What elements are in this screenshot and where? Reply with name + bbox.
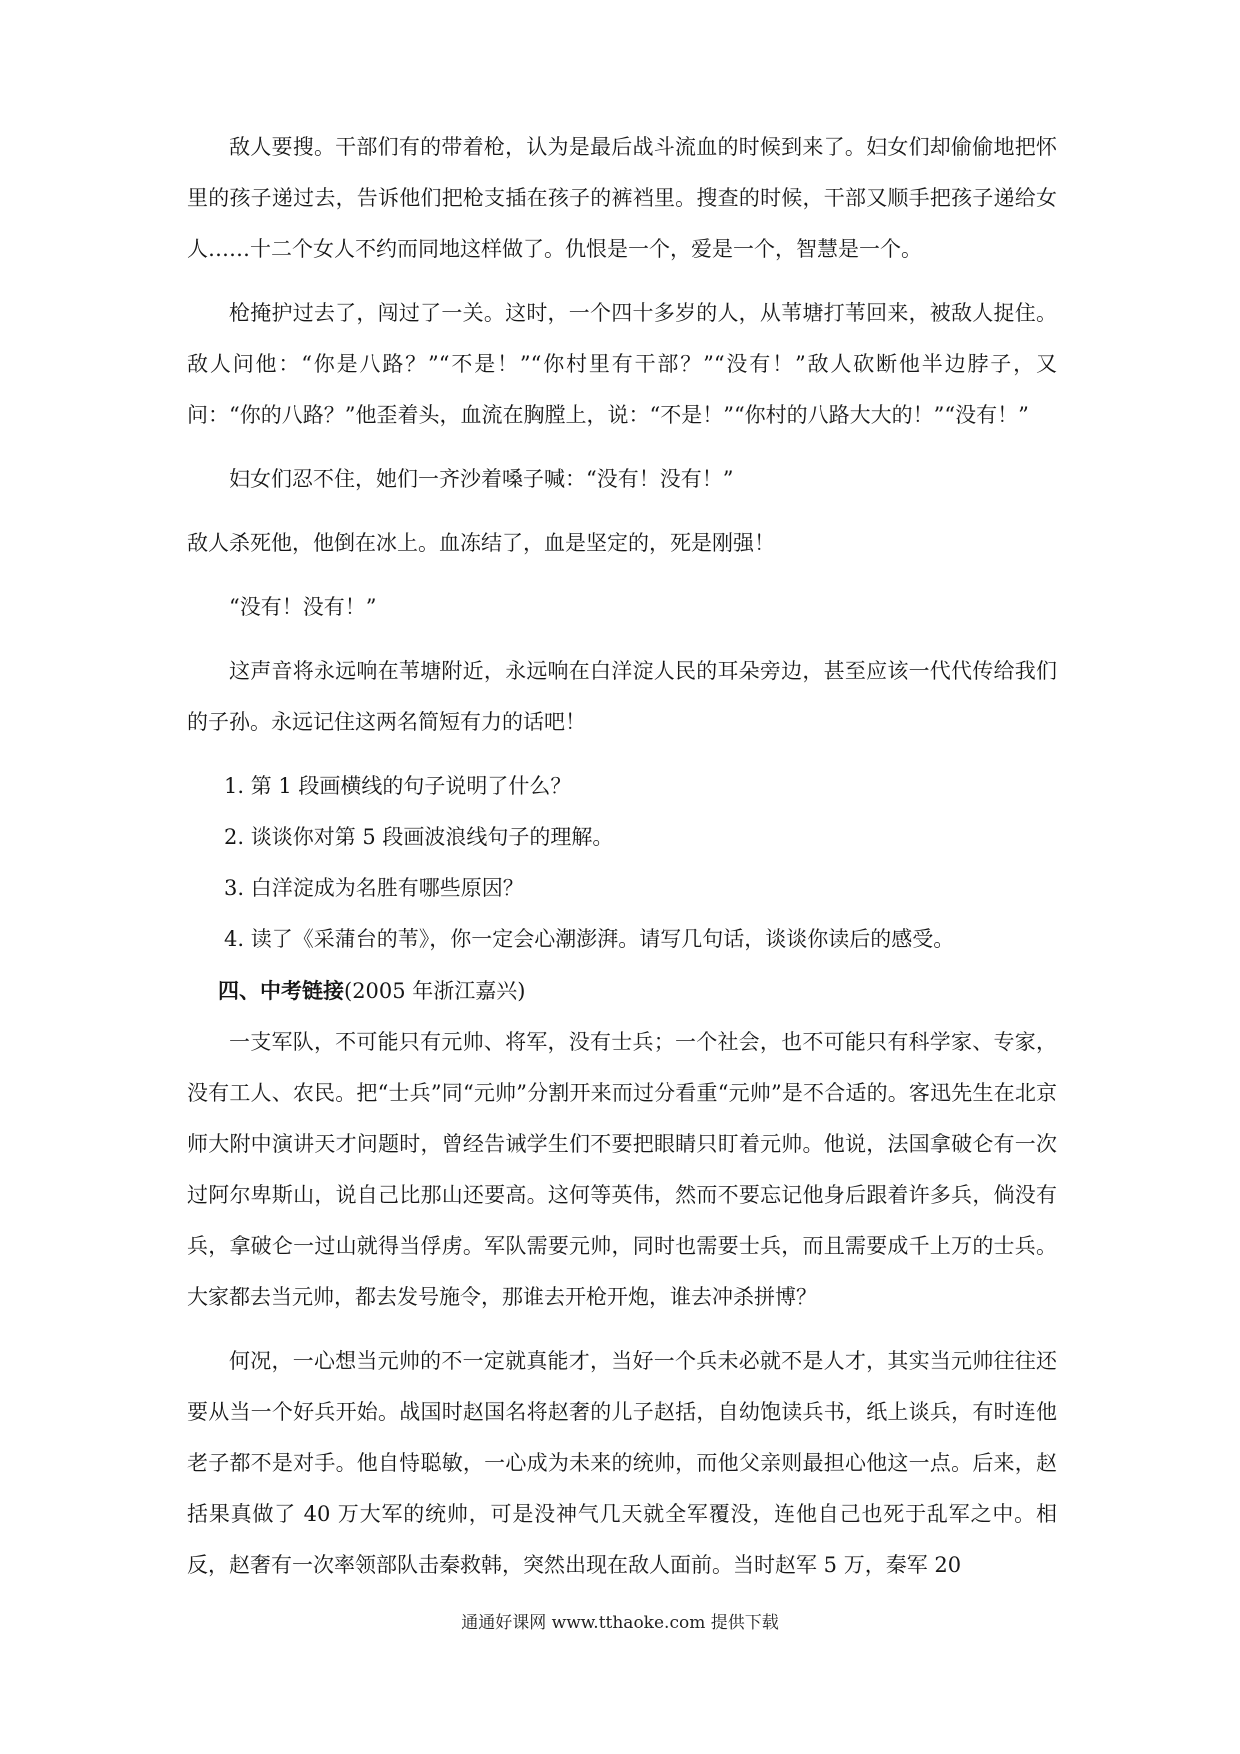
paragraph-3: 妇女们忍不住，她们一齐沙着嗓子喊：“没有！没有！”	[229, 467, 734, 491]
section-heading	[187, 965, 1057, 1017]
question-item: 3. 白洋淀成为名胜有哪些原因？	[224, 876, 524, 900]
paragraph-6: 这声音将永远响在苇塘附近，永远响在白洋淀人民的耳朵旁边，甚至应该一代代传给我们的子孙。永远记住这两名简短有力的话吧！	[187, 659, 1057, 734]
exam-paragraph-1: 一支军队，不可能只有元帅、将军，没有士兵；一个社会，也不可能只有科学家、专家，没有工人、农民。把“士兵”同“元帅”分割开来而过分看重“元帅”是不合适的。客迅先生在北京师大附中演讲天才问题时，曾经告诫学生们不要把眼睛只盯着元帅。他说，法国拿破仑有一次过阿尔卑斯山，说自己比那山还要高。这何等英伟，然而不要忘记他身后跟着许多兵，倘没有兵，拿破仑一过山就得当俘虏。军队需要元帅，同时也需要士兵，而且需要成千上万的士兵。大家都去当元帅，都去发号施令，那谁去开枪开炮，谁去冲杀拼博？	[187, 1030, 1057, 1309]
paragraph-1: 敌人要搜。干部们有的带着枪，认为是最后战斗流血的时候到来了。妇女们却偷偷地把怀里的孩子递过去，告诉他们把枪支插在孩子的裤裆里。搜查的时候，干部又顺手把孩子递给女人……十二个女人不约而同地这样做了。仇恨是一个，爱是一个，智慧是一个。	[187, 135, 1057, 261]
paragraph-5: “没有！没有！”	[229, 595, 377, 619]
question-list	[187, 761, 1057, 965]
paragraph-4: 敌人杀死他，他倒在冰上。血冻结了，血是坚定的，死是刚强！	[187, 531, 775, 555]
document-body	[187, 122, 1057, 1591]
question-item: 1. 第 1 段画横线的句子说明了什么？	[224, 774, 572, 798]
section-title: 四、中考链接	[218, 978, 344, 1003]
exam-paragraph-2: 何况，一心想当元帅的不一定就真能才，当好一个兵未必就不是人才，其实当元帅往往还要从当一个好兵开始。战国时赵国名将赵奢的儿子赵括，自幼饱读兵书，纸上谈兵，有时连他老子都不是对手。他自恃聪敏，一心成为未来的统帅，而他父亲则最担心他这一点。后来，赵括果真做了 40 万大军的统帅，可是没神气几天就全军覆没，连他自己也死于乱军之中。相反，赵奢有一次率领部队击秦救韩，突然出现在敌人面前。当时赵军 5 万，秦军 20	[187, 1349, 1057, 1577]
question-item: 4. 读了《采蒲台的苇》，你一定会心潮澎湃。请写几句话，谈谈你读后的感受。	[224, 927, 955, 951]
paragraph-2: 枪掩护过去了，闯过了一关。这时，一个四十多岁的人，从苇塘打苇回来，被敌人捉住。敌人问他：“你是八路？”“不是！”“你村里有干部？”“没有！”敌人砍断他半边脖子，又问：“你的八路？”他歪着头，血流在胸膛上，说：“不是！”“你村的八路大大的！”“没有！”	[187, 301, 1057, 427]
question-item: 2. 谈谈你对第 5 段画波浪线句子的理解。	[224, 825, 614, 849]
page-footer: 通通好课网 www.tthaoke.com 提供下载	[461, 1613, 779, 1633]
section-subtitle: (2005 年浙江嘉兴)	[344, 979, 526, 1003]
